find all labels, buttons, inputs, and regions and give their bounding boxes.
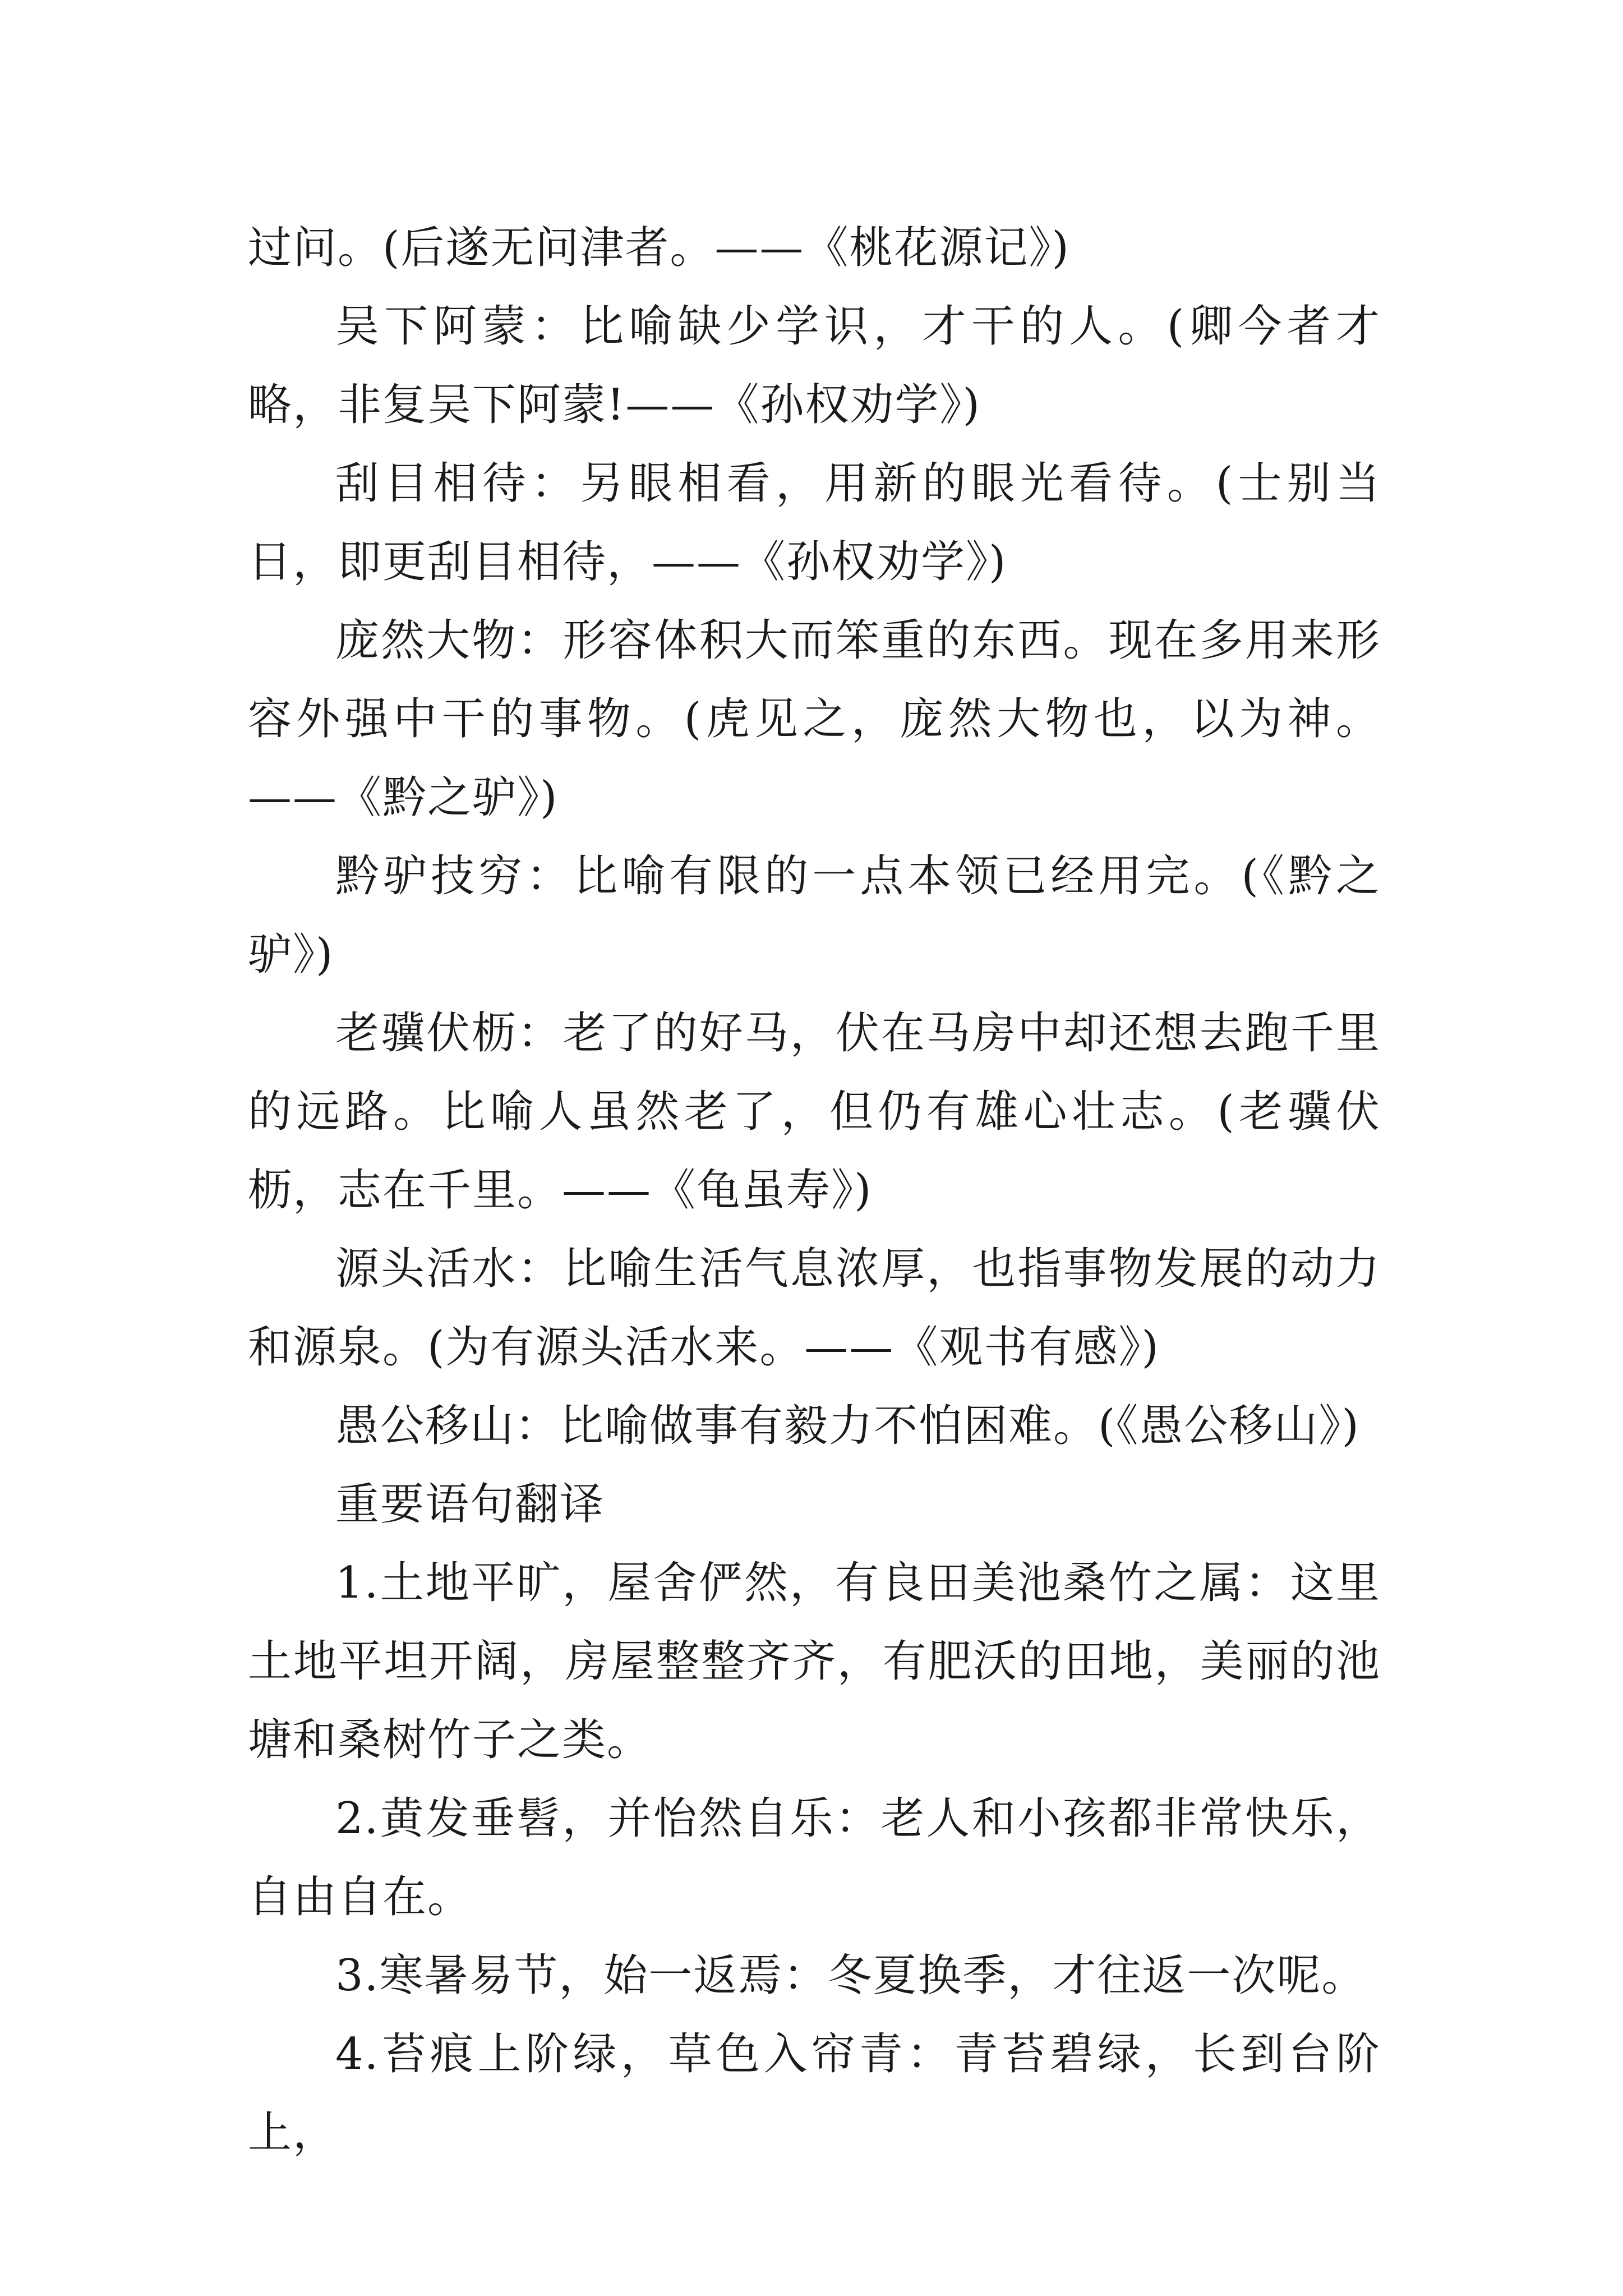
idiom-entry-pangran-dawu: 庞然大物：形容体积大而笨重的东西。现在多用来形容外强中干的事物。(虎见之，庞然大物也，以为神。——《黔之驴》)	[248, 615, 1381, 823]
idiom-entry-wuxia-ameng: 吴下阿蒙：比喻缺少学识，才干的人。(卿今者才略，非复吴下阿蒙!——《孙权劝学》)	[248, 301, 1381, 430]
idiom-entry-guamu-xiangdai: 刮目相待：另眼相看，用新的眼光看待。(士别当日，即更刮目相待，——《孙权劝学》)	[248, 458, 1381, 587]
idiom-entry-laoji-fuli: 老骥伏枥：老了的好马，伏在马房中却还想去跑千里的远路。比喻人虽然老了，但仍有雄心壮志。(老骥伏枥，志在千里。——《龟虽寿》)	[248, 1008, 1381, 1216]
translation-item-1: 1.土地平旷，屋舍俨然，有良田美池桑竹之属：这里土地平坦开阔，房屋整整齐齐，有肥沃的田地，美丽的池塘和桑树竹子之类。	[248, 1558, 1381, 1765]
idiom-entry-qianlv-jiqiong: 黔驴技穷：比喻有限的一点本领已经用完。(《黔之驴》)	[248, 851, 1381, 980]
translation-item-4: 4.苔痕上阶绿，草色入帘青：青苔碧绿，长到台阶上，	[248, 2029, 1381, 2158]
translation-item-2: 2.黄发垂髫，并怡然自乐：老人和小孩都非常快乐，自由自在。	[248, 1793, 1381, 1922]
idiom-entry-yuantou-huoshui: 源头活水：比喻生活气息浓厚，也指事物发展的动力和源泉。(为有源头活水来。——《观书有感》)	[248, 1244, 1381, 1373]
idiom-entry-yugong-yishan: 愚公移山：比喻做事有毅力不怕困难。(《愚公移山》)	[335, 1401, 1360, 1451]
section-heading: 重要语句翻译	[335, 1479, 605, 1530]
paragraph-continuation: 过问。(后遂无问津者。——《桃花源记》)	[248, 223, 1070, 273]
translation-item-3: 3.寒暑易节，始一返焉：冬夏换季，才往返一次呢。	[335, 1950, 1367, 2001]
document-body	[248, 209, 1381, 2172]
